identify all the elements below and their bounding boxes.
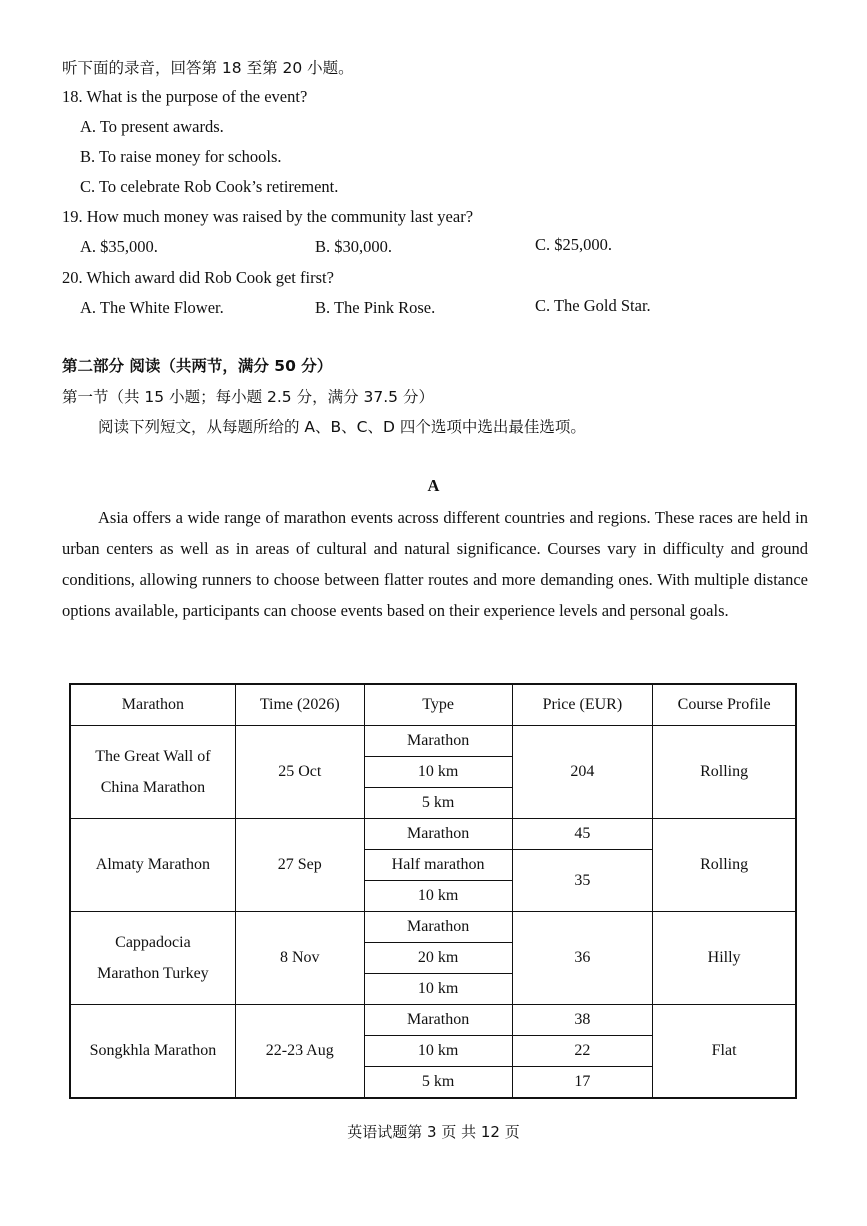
question-18-option-b: B. To raise money for schools. xyxy=(80,147,282,166)
race-price: 35 xyxy=(512,850,653,912)
question-18-stem: 18. What is the purpose of the event? xyxy=(62,87,308,106)
question-18-option-c: C. To celebrate Rob Cook’s retirement. xyxy=(80,177,339,196)
header-type: Type xyxy=(364,684,512,726)
question-20-option-a: A. The White Flower. xyxy=(80,298,224,317)
marathon-time: 25 Oct xyxy=(235,726,364,819)
table-row xyxy=(70,912,796,943)
question-20-stem: 20. Which award did Rob Cook get first? xyxy=(62,268,334,287)
race-type: Marathon xyxy=(364,726,512,757)
race-type: 20 km xyxy=(364,943,512,974)
header-time: Time (2026) xyxy=(235,684,364,726)
question-20-option-b: B. The Pink Rose. xyxy=(315,298,436,317)
marathon-name xyxy=(70,726,235,819)
reading-part-title: 第二部分 阅读（共两节，满分 50 分） xyxy=(62,357,333,375)
marathon-time: 22-23 Aug xyxy=(235,1005,364,1099)
question-20-option-c: C. The Gold Star. xyxy=(535,296,651,315)
race-price: 22 xyxy=(512,1036,653,1067)
race-price: 204 xyxy=(512,726,653,819)
race-type: 5 km xyxy=(364,1067,512,1099)
marathon-name xyxy=(70,912,235,1005)
race-type: 10 km xyxy=(364,757,512,788)
question-19-option-c: C. $25,000. xyxy=(535,235,613,254)
race-type: 10 km xyxy=(364,881,512,912)
table-row xyxy=(70,726,796,757)
reading-section-title: 第一节（共 15 小题；每小题 2.5 分，满分 37.5 分） xyxy=(62,388,434,406)
marathon-name-line: China Marathon xyxy=(100,779,206,796)
marathon-time: 27 Sep xyxy=(235,819,364,912)
race-type: Marathon xyxy=(364,912,512,943)
race-type: Marathon xyxy=(364,819,512,850)
table-row xyxy=(70,819,796,850)
header-course-profile: Course Profile xyxy=(653,684,796,726)
header-marathon: Marathon xyxy=(70,684,235,726)
course-profile: Flat xyxy=(653,1005,796,1099)
header-price: Price (EUR) xyxy=(512,684,653,726)
passage-label: A xyxy=(427,476,440,495)
question-19-stem: 19. How much money was raised by the community last year? xyxy=(62,207,474,226)
table-header-row xyxy=(70,684,796,726)
question-18-option-a: A. To present awards. xyxy=(80,117,224,136)
race-price: 17 xyxy=(512,1067,653,1099)
race-price: 45 xyxy=(512,819,653,850)
marathon-name-line: Cappadocia xyxy=(115,934,191,951)
marathon-name: Songkhla Marathon xyxy=(70,1005,235,1099)
question-19-option-a: A. $35,000. xyxy=(80,237,158,256)
race-price: 36 xyxy=(512,912,653,1005)
marathon-name: Almaty Marathon xyxy=(70,819,235,912)
passage-paragraph xyxy=(62,502,808,626)
reading-instruction: 阅读下列短文，从每题所给的 A、B、C、D 四个选项中选出最佳选项。 xyxy=(98,418,586,436)
race-type: 5 km xyxy=(364,788,512,819)
table-row xyxy=(70,1005,796,1036)
page-number-text: 英语试题第 3 页 共 12 页 xyxy=(347,1123,520,1141)
course-profile: Rolling xyxy=(653,819,796,912)
marathon-name-line: Marathon Turkey xyxy=(97,965,209,982)
course-profile: Rolling xyxy=(653,726,796,819)
marathon-table xyxy=(69,683,797,1099)
race-type: Marathon xyxy=(364,1005,512,1036)
page-footer xyxy=(0,1121,867,1142)
race-type: 10 km xyxy=(364,974,512,1005)
race-type: Half marathon xyxy=(364,850,512,881)
question-19-option-b: B. $30,000. xyxy=(315,237,393,256)
marathon-name-line: The Great Wall of xyxy=(95,748,211,765)
course-profile: Hilly xyxy=(653,912,796,1005)
listening-instruction: 听下面的录音，回答第 18 至第 20 小题。 xyxy=(62,59,354,77)
passage-text: Asia offers a wide range of marathon events across different countries and regions. These races are held in urban centers as well as in areas of cultural and natural significance. Courses vary in difficulty and ground conditions, allowing runners to choose between flatter routes and more demanding ones. With multiple distance options available, participants can choose events based on their experience levels and personal goals. xyxy=(62,508,808,620)
race-price: 38 xyxy=(512,1005,653,1036)
race-type: 10 km xyxy=(364,1036,512,1067)
marathon-time: 8 Nov xyxy=(235,912,364,1005)
